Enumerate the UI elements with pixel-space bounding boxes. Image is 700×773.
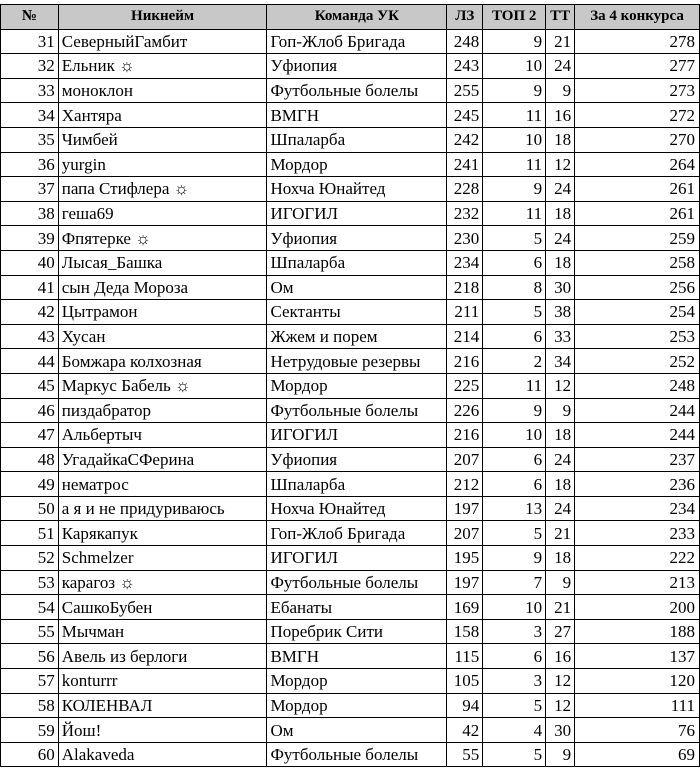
cell-number: 59: [1, 718, 59, 743]
cell-top2: 10: [483, 423, 546, 448]
table-row: [1, 546, 700, 571]
cell-number: 41: [1, 275, 59, 300]
cell-tt: 18: [546, 250, 575, 275]
cell-team: ИГОГИЛ: [267, 546, 447, 571]
table-row: [1, 447, 700, 472]
cell-team: ИГОГИЛ: [267, 201, 447, 226]
cell-number: 57: [1, 669, 59, 694]
header-total: За 4 конкурса: [575, 5, 700, 30]
cell-lz: 115: [447, 644, 483, 669]
table-row: [1, 496, 700, 521]
cell-tt: 9: [546, 570, 575, 595]
cell-total: 200: [575, 595, 700, 620]
cell-number: 39: [1, 226, 59, 251]
cell-lz: 212: [447, 472, 483, 497]
table-row: [1, 521, 700, 546]
cell-number: 55: [1, 619, 59, 644]
cell-tt: 24: [546, 226, 575, 251]
cell-nickname: Цытрамон: [58, 300, 267, 325]
cell-tt: 9: [546, 398, 575, 423]
cell-number: 50: [1, 496, 59, 521]
cell-nickname: пиздабратор: [58, 398, 267, 423]
cell-top2: 9: [483, 78, 546, 103]
cell-top2: 6: [483, 644, 546, 669]
cell-team: Футбольные болелы: [267, 742, 447, 767]
cell-total: 259: [575, 226, 700, 251]
header-row: [1, 5, 700, 30]
cell-number: 49: [1, 472, 59, 497]
table-row: [1, 54, 700, 79]
cell-top2: 7: [483, 570, 546, 595]
cell-lz: 216: [447, 349, 483, 374]
cell-total: 111: [575, 693, 700, 718]
cell-nickname: Хусан: [58, 324, 267, 349]
cell-nickname: konturrr: [58, 669, 267, 694]
cell-number: 60: [1, 742, 59, 767]
table-row: [1, 300, 700, 325]
cell-tt: 9: [546, 78, 575, 103]
cell-nickname: а я и не придуриваюсь: [58, 496, 267, 521]
cell-team: Уфиопия: [267, 447, 447, 472]
cell-nickname: Ельник ☼: [58, 54, 267, 79]
cell-lz: 207: [447, 447, 483, 472]
cell-total: 76: [575, 718, 700, 743]
table-row: [1, 472, 700, 497]
table-row: [1, 349, 700, 374]
cell-tt: 9: [546, 742, 575, 767]
cell-top2: 5: [483, 226, 546, 251]
cell-nickname: СашкоБубен: [58, 595, 267, 620]
table-row: [1, 595, 700, 620]
cell-number: 38: [1, 201, 59, 226]
cell-number: 47: [1, 423, 59, 448]
table-row: [1, 324, 700, 349]
cell-tt: 27: [546, 619, 575, 644]
cell-tt: 24: [546, 496, 575, 521]
cell-team: Нохча Юнайтед: [267, 177, 447, 202]
cell-number: 37: [1, 177, 59, 202]
cell-total: 234: [575, 496, 700, 521]
cell-top2: 9: [483, 546, 546, 571]
cell-tt: 12: [546, 373, 575, 398]
table-row: [1, 78, 700, 103]
table-row: [1, 742, 700, 767]
cell-nickname: сын Деда Мороза: [58, 275, 267, 300]
cell-nickname: папа Стифлера ☼: [58, 177, 267, 202]
cell-team: Ом: [267, 718, 447, 743]
cell-team: Мордор: [267, 373, 447, 398]
cell-number: 45: [1, 373, 59, 398]
table-row: [1, 693, 700, 718]
table-row: [1, 275, 700, 300]
cell-tt: 33: [546, 324, 575, 349]
cell-tt: 12: [546, 669, 575, 694]
cell-tt: 38: [546, 300, 575, 325]
cell-top2: 10: [483, 595, 546, 620]
cell-top2: 11: [483, 152, 546, 177]
cell-lz: 207: [447, 521, 483, 546]
cell-top2: 13: [483, 496, 546, 521]
cell-top2: 11: [483, 201, 546, 226]
cell-total: 69: [575, 742, 700, 767]
table-row: [1, 103, 700, 128]
cell-number: 33: [1, 78, 59, 103]
table-row: [1, 423, 700, 448]
cell-lz: 248: [447, 29, 483, 54]
cell-top2: 3: [483, 619, 546, 644]
cell-number: 58: [1, 693, 59, 718]
cell-nickname: Alakaveda: [58, 742, 267, 767]
cell-tt: 18: [546, 472, 575, 497]
cell-nickname: Schmelzer: [58, 546, 267, 571]
cell-tt: 18: [546, 546, 575, 571]
cell-top2: 11: [483, 103, 546, 128]
cell-number: 53: [1, 570, 59, 595]
cell-lz: 232: [447, 201, 483, 226]
cell-number: 43: [1, 324, 59, 349]
cell-tt: 21: [546, 29, 575, 54]
cell-top2: 5: [483, 742, 546, 767]
cell-total: 261: [575, 177, 700, 202]
cell-team: Футбольные болелы: [267, 570, 447, 595]
cell-total: 137: [575, 644, 700, 669]
cell-number: 48: [1, 447, 59, 472]
cell-number: 52: [1, 546, 59, 571]
cell-team: Ебанаты: [267, 595, 447, 620]
table-row: [1, 398, 700, 423]
cell-nickname: Авель из берлоги: [58, 644, 267, 669]
cell-nickname: Йош!: [58, 718, 267, 743]
cell-team: Гоп-Жлоб Бригада: [267, 521, 447, 546]
cell-top2: 6: [483, 447, 546, 472]
cell-nickname: СеверныйГамбит: [58, 29, 267, 54]
cell-total: 273: [575, 78, 700, 103]
cell-number: 36: [1, 152, 59, 177]
header-top2: ТОП 2: [483, 5, 546, 30]
cell-team: Уфиопия: [267, 54, 447, 79]
cell-lz: 242: [447, 127, 483, 152]
cell-top2: 5: [483, 300, 546, 325]
cell-nickname: Бомжара колхозная: [58, 349, 267, 374]
cell-top2: 6: [483, 324, 546, 349]
cell-tt: 24: [546, 177, 575, 202]
table-row: [1, 152, 700, 177]
cell-total: 244: [575, 398, 700, 423]
cell-team: Футбольные болелы: [267, 78, 447, 103]
cell-total: 236: [575, 472, 700, 497]
cell-lz: 42: [447, 718, 483, 743]
header-number: №: [1, 5, 59, 30]
cell-total: 254: [575, 300, 700, 325]
cell-team: Жжем и порем: [267, 324, 447, 349]
cell-total: 261: [575, 201, 700, 226]
cell-lz: 197: [447, 496, 483, 521]
cell-team: Ом: [267, 275, 447, 300]
cell-total: 264: [575, 152, 700, 177]
cell-team: Шпаларба: [267, 127, 447, 152]
cell-team: Футбольные болелы: [267, 398, 447, 423]
cell-top2: 8: [483, 275, 546, 300]
cell-lz: 55: [447, 742, 483, 767]
cell-top2: 10: [483, 127, 546, 152]
cell-top2: 9: [483, 398, 546, 423]
cell-number: 31: [1, 29, 59, 54]
cell-team: Мордор: [267, 693, 447, 718]
cell-total: 252: [575, 349, 700, 374]
cell-lz: 195: [447, 546, 483, 571]
cell-number: 44: [1, 349, 59, 374]
cell-number: 46: [1, 398, 59, 423]
header-lz: ЛЗ: [447, 5, 483, 30]
cell-top2: 9: [483, 29, 546, 54]
cell-top2: 2: [483, 349, 546, 374]
cell-nickname: Хантяра: [58, 103, 267, 128]
cell-tt: 12: [546, 152, 575, 177]
cell-total: 233: [575, 521, 700, 546]
cell-lz: 243: [447, 54, 483, 79]
cell-tt: 18: [546, 127, 575, 152]
cell-top2: 5: [483, 521, 546, 546]
cell-number: 35: [1, 127, 59, 152]
table-row: [1, 226, 700, 251]
table-row: [1, 373, 700, 398]
cell-lz: 94: [447, 693, 483, 718]
cell-lz: 255: [447, 78, 483, 103]
cell-team: Шпаларба: [267, 250, 447, 275]
cell-lz: 105: [447, 669, 483, 694]
cell-team: Шпаларба: [267, 472, 447, 497]
cell-nickname: Мычман: [58, 619, 267, 644]
cell-lz: 211: [447, 300, 483, 325]
table-row: [1, 127, 700, 152]
cell-total: 248: [575, 373, 700, 398]
cell-nickname: геша69: [58, 201, 267, 226]
cell-total: 277: [575, 54, 700, 79]
cell-lz: 241: [447, 152, 483, 177]
cell-total: 256: [575, 275, 700, 300]
cell-lz: 230: [447, 226, 483, 251]
table-row: [1, 250, 700, 275]
cell-nickname: Карякапук: [58, 521, 267, 546]
cell-total: 253: [575, 324, 700, 349]
cell-lz: 216: [447, 423, 483, 448]
cell-total: 120: [575, 669, 700, 694]
cell-lz: 226: [447, 398, 483, 423]
table-row: [1, 201, 700, 226]
cell-top2: 9: [483, 177, 546, 202]
cell-lz: 234: [447, 250, 483, 275]
cell-lz: 197: [447, 570, 483, 595]
cell-top2: 6: [483, 472, 546, 497]
cell-tt: 30: [546, 275, 575, 300]
cell-nickname: карагоз ☼: [58, 570, 267, 595]
cell-number: 51: [1, 521, 59, 546]
cell-team: Сектанты: [267, 300, 447, 325]
cell-lz: 228: [447, 177, 483, 202]
table-row: [1, 29, 700, 54]
cell-tt: 24: [546, 447, 575, 472]
cell-number: 42: [1, 300, 59, 325]
table-row: [1, 718, 700, 743]
cell-tt: 18: [546, 201, 575, 226]
cell-nickname: Чимбей: [58, 127, 267, 152]
cell-total: 278: [575, 29, 700, 54]
cell-tt: 16: [546, 103, 575, 128]
cell-lz: 158: [447, 619, 483, 644]
cell-team: Мордор: [267, 669, 447, 694]
cell-nickname: КОЛЕНВАЛ: [58, 693, 267, 718]
cell-team: ВМГН: [267, 644, 447, 669]
cell-nickname: Альбертыч: [58, 423, 267, 448]
cell-nickname: УгадайкаСФерина: [58, 447, 267, 472]
cell-top2: 3: [483, 669, 546, 694]
table-row: [1, 177, 700, 202]
cell-team: Нохча Юнайтед: [267, 496, 447, 521]
header-nickname: Никнейм: [58, 5, 267, 30]
cell-team: Нетрудовые резервы: [267, 349, 447, 374]
cell-number: 56: [1, 644, 59, 669]
cell-tt: 12: [546, 693, 575, 718]
cell-lz: 218: [447, 275, 483, 300]
cell-total: 222: [575, 546, 700, 571]
cell-team: Поребрик Сити: [267, 619, 447, 644]
cell-number: 32: [1, 54, 59, 79]
cell-total: 213: [575, 570, 700, 595]
cell-tt: 21: [546, 521, 575, 546]
cell-nickname: yurgin: [58, 152, 267, 177]
cell-lz: 225: [447, 373, 483, 398]
cell-lz: 169: [447, 595, 483, 620]
cell-number: 54: [1, 595, 59, 620]
cell-nickname: нематрос: [58, 472, 267, 497]
cell-lz: 214: [447, 324, 483, 349]
cell-team: Уфиопия: [267, 226, 447, 251]
header-team: Команда УК: [267, 5, 447, 30]
cell-nickname: моноклон: [58, 78, 267, 103]
cell-team: ВМГН: [267, 103, 447, 128]
cell-top2: 11: [483, 373, 546, 398]
cell-total: 237: [575, 447, 700, 472]
cell-team: Гоп-Жлоб Бригада: [267, 29, 447, 54]
cell-number: 40: [1, 250, 59, 275]
ratings-table: [0, 4, 700, 767]
cell-total: 272: [575, 103, 700, 128]
cell-top2: 4: [483, 718, 546, 743]
header-tt: ТТ: [546, 5, 575, 30]
cell-tt: 30: [546, 718, 575, 743]
cell-number: 34: [1, 103, 59, 128]
cell-lz: 245: [447, 103, 483, 128]
cell-nickname: Лысая_Башка: [58, 250, 267, 275]
cell-total: 188: [575, 619, 700, 644]
cell-tt: 24: [546, 54, 575, 79]
cell-total: 270: [575, 127, 700, 152]
cell-team: ИГОГИЛ: [267, 423, 447, 448]
cell-nickname: Маркус Бабель ☼: [58, 373, 267, 398]
cell-tt: 18: [546, 423, 575, 448]
cell-top2: 5: [483, 693, 546, 718]
cell-total: 258: [575, 250, 700, 275]
table-row: [1, 570, 700, 595]
cell-team: Мордор: [267, 152, 447, 177]
table-row: [1, 644, 700, 669]
cell-top2: 6: [483, 250, 546, 275]
cell-total: 244: [575, 423, 700, 448]
cell-tt: 16: [546, 644, 575, 669]
table-row: [1, 619, 700, 644]
cell-tt: 21: [546, 595, 575, 620]
cell-top2: 10: [483, 54, 546, 79]
cell-nickname: Фпятерке ☼: [58, 226, 267, 251]
table-row: [1, 669, 700, 694]
cell-tt: 34: [546, 349, 575, 374]
